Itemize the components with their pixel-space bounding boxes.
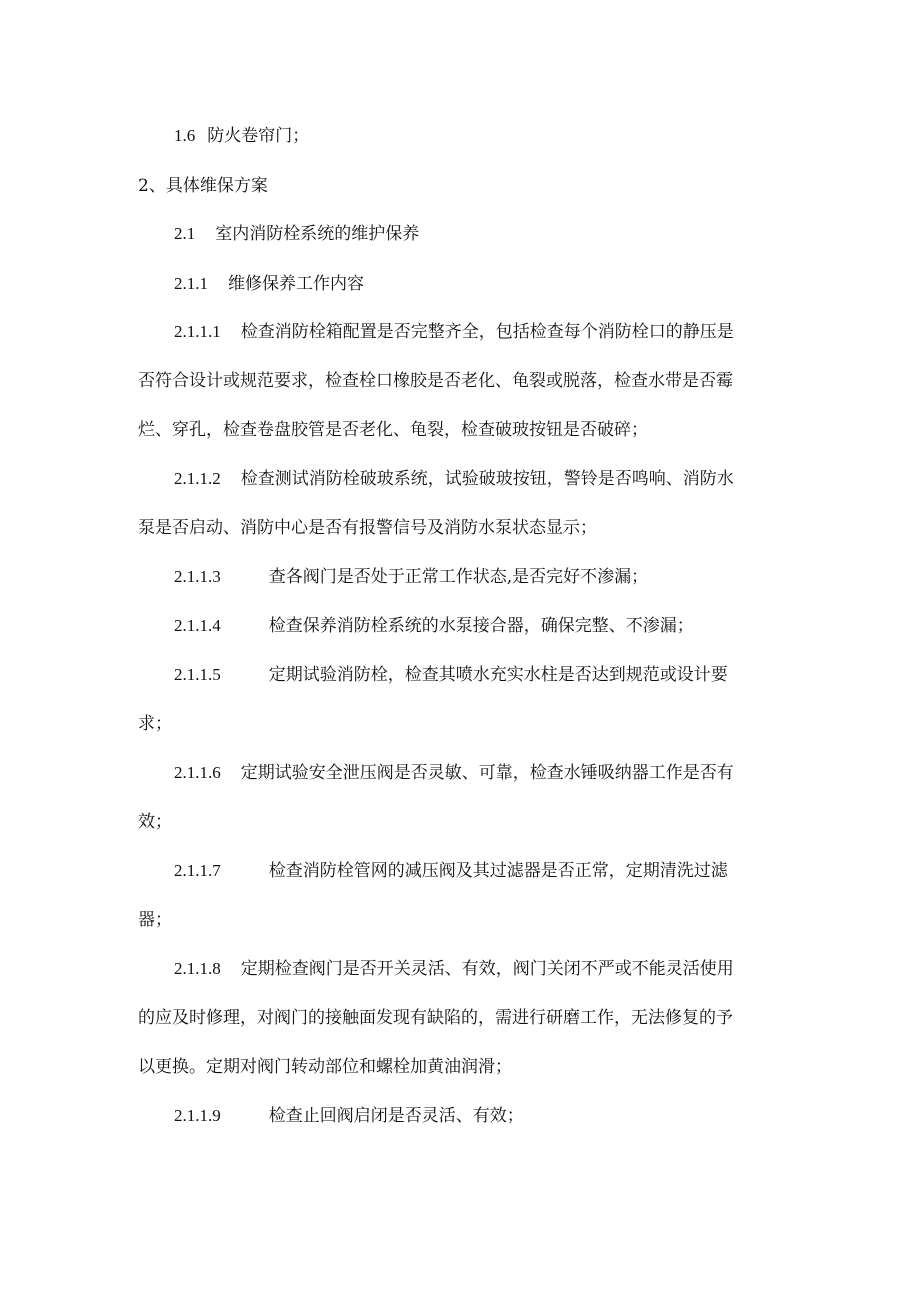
- item-text: 器；: [138, 910, 172, 930]
- item-number: 2.1.1.2: [174, 469, 221, 488]
- item-text: 定期试验消防栓，检查其喷水充实水柱是否达到规范或设计要: [268, 665, 728, 685]
- item-2-1-1-6-line-1: [174, 761, 734, 785]
- section-text: 室内消防栓系统的维护保养: [215, 224, 420, 244]
- item-2-1-1-2-line-1: [174, 467, 734, 491]
- item-text: 定期试验安全泄压阀是否灵敏、可靠，检查水锤吸纳器工作是否有: [240, 763, 734, 783]
- item-text: 检查测试消防栓破玻系统，试验破玻按钮，警铃是否鸣响、消防水: [240, 469, 734, 489]
- section-2-1-1: [174, 272, 364, 296]
- section-number: 2.1.1: [174, 274, 208, 293]
- item-2-1-1-2-line-2: [138, 516, 597, 540]
- item-2-1-1-4: [174, 614, 694, 638]
- item-number: 2.1.1.9: [174, 1106, 221, 1125]
- item-number: 2.1.1.4: [174, 616, 221, 635]
- item-number: 2.1.1.5: [174, 665, 221, 684]
- item-number: 2.1.1.7: [174, 861, 221, 880]
- item-2-1-1-5-line-1: [174, 663, 728, 687]
- item-text: 查各阀门是否处于正常工作状态,是否完好不渗漏；: [268, 567, 649, 587]
- item-text: 检查保养消防栓系统的水泵接合器，确保完整、不渗漏；: [268, 616, 694, 636]
- item-number: 2.1.1.6: [174, 763, 221, 782]
- item-number: 2.1.1.1: [174, 322, 221, 341]
- section-2-heading: [138, 174, 268, 198]
- item-text: 检查消防栓管网的减压阀及其过滤器是否正常，定期清洗过滤: [268, 861, 728, 881]
- item-2-1-1-5-line-2: [138, 712, 172, 736]
- section-2-1: [174, 222, 419, 246]
- item-2-1-1-3: [174, 565, 648, 589]
- item-2-1-1-1-line-2: [138, 369, 733, 393]
- item-number: 2.1.1.3: [174, 567, 221, 586]
- item-text: 检查止回阀启闭是否灵活、有效；: [268, 1106, 524, 1126]
- item-2-1-1-8-line-3: [138, 1055, 512, 1079]
- item-2-1-1-9: [174, 1104, 524, 1128]
- item-2-1-1-7-line-2: [138, 908, 172, 932]
- item-number: 2.1.1.8: [174, 959, 221, 978]
- item-text: 否符合设计或规范要求，检查栓口橡胶是否老化、龟裂或脱落，检查水带是否霉: [138, 371, 733, 391]
- section-1-6: [174, 124, 309, 148]
- item-text: 检查消防栓箱配置是否完整齐全，包括检查每个消防栓口的静压是: [240, 322, 734, 342]
- item-text: 以更换。定期对阀门转动部位和螺栓加黄油润滑；: [138, 1057, 512, 1077]
- item-text: 定期检查阀门是否开关灵活、有效，阀门关闭不严或不能灵活使用: [240, 959, 734, 979]
- section-heading-text: 2、具体维保方案: [138, 176, 268, 196]
- item-text: 求；: [138, 714, 172, 734]
- item-2-1-1-1-line-3: [138, 418, 648, 442]
- item-text: 烂、穿孔，检查卷盘胶管是否老化、龟裂，检查破玻按钮是否破碎；: [138, 420, 648, 440]
- item-2-1-1-8-line-2: [138, 1006, 733, 1030]
- item-2-1-1-6-line-2: [138, 810, 172, 834]
- item-text: 泵是否启动、消防中心是否有报警信号及消防水泵状态显示；: [138, 518, 597, 538]
- section-number: 2.1: [174, 224, 196, 243]
- section-number: 1.6: [174, 126, 196, 145]
- item-2-1-1-8-line-1: [174, 957, 734, 981]
- section-text: 防火卷帘门；: [207, 126, 310, 146]
- item-text: 的应及时修理，对阀门的接触面发现有缺陷的，需进行研磨工作，无法修复的予: [138, 1008, 733, 1028]
- item-2-1-1-1-line-1: [174, 320, 734, 344]
- item-text: 效；: [138, 812, 172, 832]
- item-2-1-1-7-line-1: [174, 859, 728, 883]
- section-text: 维修保养工作内容: [228, 274, 364, 294]
